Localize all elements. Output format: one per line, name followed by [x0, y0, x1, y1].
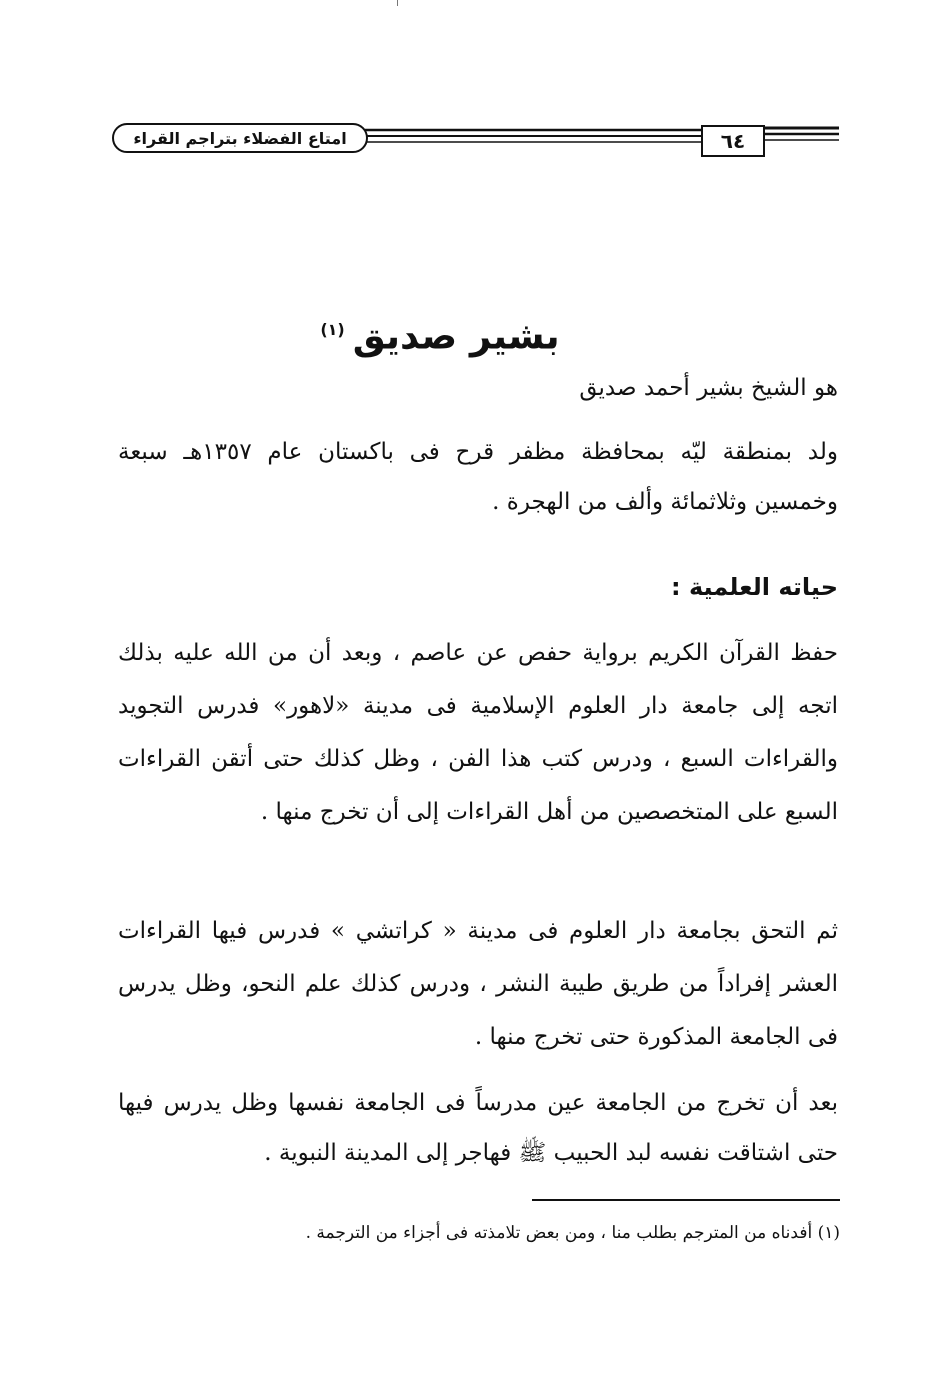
- body-paragraph: حفظ القرآن الكريم برواية حفص عن عاصم ، وبعد أن من الله عليه بذلك اتجه إلى جامعة دار العلوم الإسلامية فى مدينة «لاهور» فدرس التجويد والقراءات السبع ، ودرس كتب هذا الفن ، وظل كذلك حتى أتقن القراءات السبع على المتخصصين من أهل القراءات إلى أن تخرج منها .: [118, 640, 838, 825]
- page-header: [104, 122, 839, 158]
- footnote-divider: [532, 1199, 840, 1201]
- birth-paragraph: ولد بمنطقة ليّه بمحافظة مظفر قرح فى باكستان عام ١٣٥٧هـ سبعة وخمسين وثلاثمائة وألف من الهجرة .: [118, 439, 838, 515]
- body-paragraph: ثم التحق بجامعة دار العلوم فى مدينة « كراتشي » فدرس فيها القراءات العشر إفراداً من طريق طيبة النشر ، ودرس كذلك علم النحو، وظل يدرس فى الجامعة المذكورة حتى تخرج منها .: [118, 918, 838, 1050]
- footnote: (١) أفدناه من المترجم بطلب منا ، ومن بعض تلامذته فى أجزاء من الترجمة .: [305, 1223, 840, 1243]
- intro-line: هو الشيخ بشير أحمد صديق: [579, 375, 838, 401]
- running-book-title: امتاع الفضلاء بتراجم القراء: [112, 123, 368, 153]
- biography-title: [280, 300, 600, 366]
- body-paragraph: بعد أن تخرج من الجامعة عين مدرساً فى الجامعة نفسها وظل يدرس فيها حتى اشتاقت نفسه لبد الحبيب ﷺ فهاجر إلى المدينة النبوية .: [118, 1090, 838, 1166]
- page-number: ٦٤: [701, 125, 765, 157]
- scan-speck: [397, 0, 398, 6]
- section-heading: حياته العلمية :: [670, 573, 838, 601]
- footnote-marker: (١): [320, 320, 345, 339]
- biography-name: بشير صديق: [352, 314, 560, 358]
